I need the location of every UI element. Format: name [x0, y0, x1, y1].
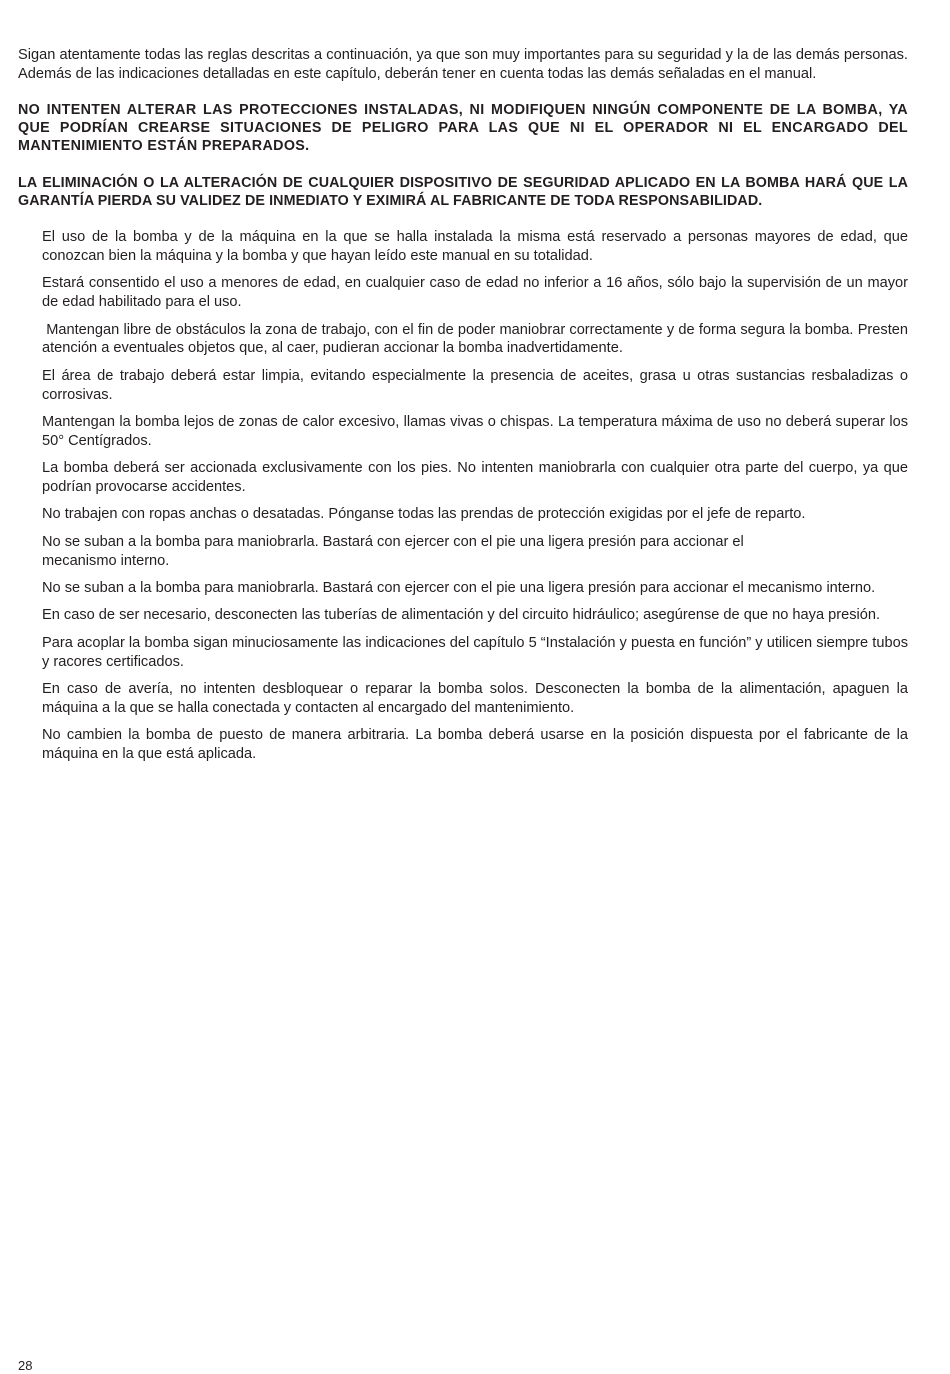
- rule-position: No cambien la bomba de puesto de manera arbitraria. La bomba deberá usarse en la posición dispuesta por el fabricante de la máquina en la que está aplicada.: [42, 727, 908, 762]
- rule-no-climbing-wrapped: No se suban a la bomba para maniobrarla. Bastará con ejercer con el pie una ligera presión para accionar el mecanismo interno.: [42, 533, 744, 569]
- rule-disconnect-pipes: En caso de ser necesario, desconecten las tuberías de alimentación y del circuito hidráulico; asegúrense de que no haya presión.: [42, 607, 881, 624]
- safety-rules-list: [18, 228, 913, 763]
- intro-paragraph: Sigan atentamente todas las reglas descritas a continuación, ya que son muy importantes para su seguridad y la de las demás personas. Además de las indicaciones detalladas en este capítulo, deberán tener en cuenta todas las demás señaladas en el manual.: [18, 47, 908, 83]
- rule-protective-clothing: No trabajen con ropas anchas o desatadas. Pónganse todas las prendas de protección exigidas por el jefe de reparto.: [42, 506, 806, 523]
- warning-warranty: LA ELIMINACIÓN O LA ALTERACIÓN DE CUALQUIER DISPOSITIVO DE SEGURIDAD APLICADO EN LA BOMBA HARÁ QUE LA GARANTÍA PIERDA SU VALIDEZ DE INMEDIATO Y EXIMIRÁ AL FABRICANTE DE TODA RESPONSABILIDAD.: [18, 174, 908, 209]
- rule-breakdown: En caso de avería, no intenten desbloquear o reparar la bomba solos. Desconecten la bomba de la alimentación, apaguen la máquina a la que se halla conectada y contacten al encargado del mantenimiento.: [42, 680, 908, 716]
- rule-adult-use: El uso de la bomba y de la máquina en la que se halla instalada la misma está reservado a personas mayores de edad, que conozcan bien la máquina y la bomba y que hayan leído este manual en su totalidad.: [42, 229, 908, 265]
- page-number: 28: [18, 1358, 33, 1373]
- document-page: [18, 46, 913, 772]
- rule-foot-operation: La bomba deberá ser accionada exclusivamente con los pies. No intenten maniobrarla con cualquier otra parte del cuerpo, ya que podrían provocarse accidentes.: [42, 460, 908, 496]
- warning-protections: NO INTENTEN ALTERAR LAS PROTECCIONES INSTALADAS, NI MODIFIQUEN NINGÚN COMPONENTE DE LA BOMBA, YA QUE PODRÍAN CREARSE SITUACIONES DE PELIGRO PARA LAS QUE NI EL OPERADOR NI EL ENCARGADO DEL MANTENIMIENTO ESTÁN PREPARADOS.: [18, 101, 908, 155]
- rule-coupling: Para acoplar la bomba sigan minuciosamente las indicaciones del capítulo 5 “Instalación y puesta en función” y utilicen siempre tubos y racores certificados.: [42, 634, 908, 670]
- rule-heat-sources: Mantengan la bomba lejos de zonas de calor excesivo, llamas vivas o chispas. La temperatura máxima de uso no deberá superar los 50° Centígrados.: [42, 414, 908, 449]
- rule-no-climbing: No se suban a la bomba para maniobrarla. Bastará con ejercer con el pie una ligera presión para accionar el mecanismo interno.: [42, 580, 876, 596]
- rule-minors-use: Estará consentido el uso a menores de edad, en cualquier caso de edad no inferior a 16 años, sólo bajo la supervisión de un mayor de edad habilitado para el uso.: [42, 275, 908, 311]
- rule-clear-work-area: Mantengan libre de obstáculos la zona de trabajo, con el fin de poder maniobrar correctamente y de forma segura la bomba. Presten atención a eventuales objetos que, al caer, pudieran accionar la bomba inadvertidamente.: [42, 321, 913, 357]
- rule-clean-work-area: El área de trabajo deberá estar limpia, evitando especialmente la presencia de aceites, grasa u otras sustancias resbaladizas o corrosivas.: [42, 367, 908, 403]
